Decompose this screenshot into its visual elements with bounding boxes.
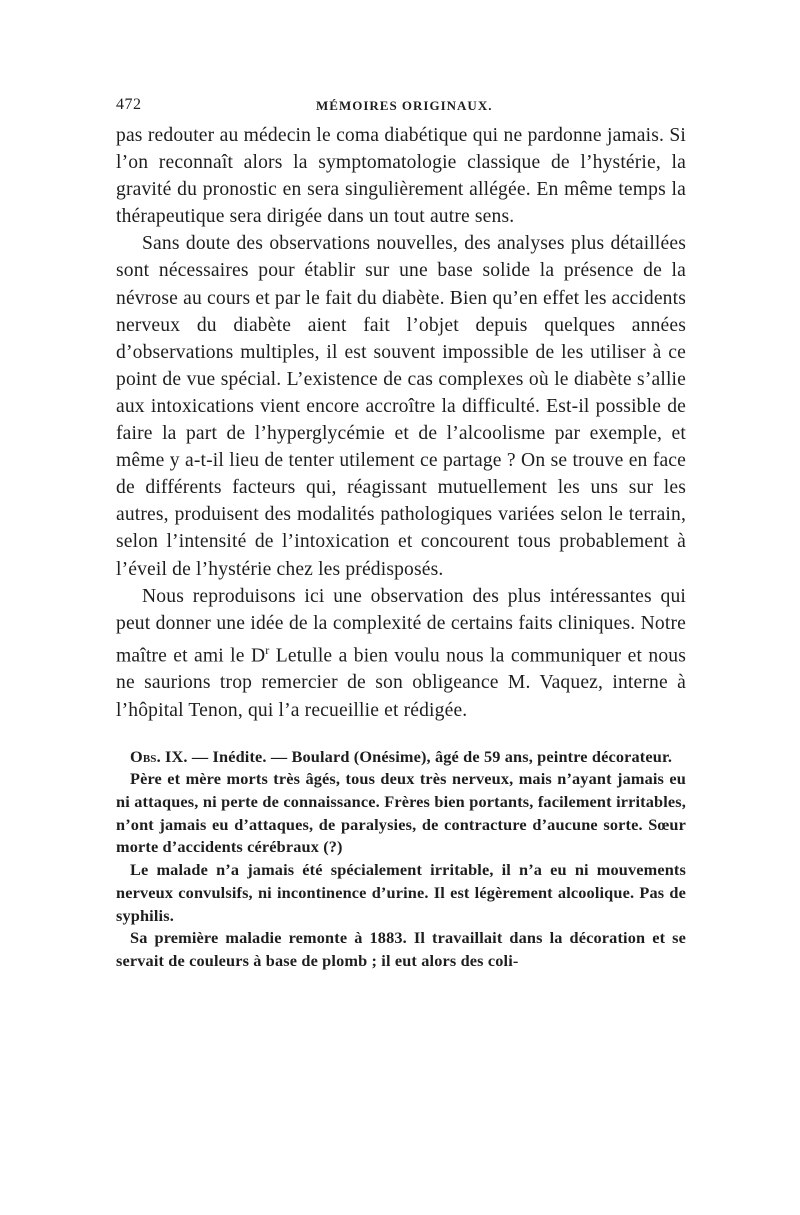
body-text — [116, 122, 686, 724]
observation-heading-text: — Inédite. — Boulard (Onésime), âgé de 59 ans, peintre décorateur. — [187, 746, 673, 766]
doctor-abbrev-superscript: r — [265, 642, 270, 657]
observation-paragraph-2: Le malade n’a jamais été spécialement irritable, il n’a eu ni mouvements nerveux convulsifs, ni incontinence d’urine. Il est légèrement alcoolique. Pas de syphilis. — [116, 860, 686, 925]
observation-paragraph-1: Père et mère morts très âgés, tous deux très nerveux, mais n’ayant jamais eu ni attaques, ni perte de connaissance. Frères bien portants, facilement irritables, n’ont jamais eu d’attaques, de paralysies, de contracture d’aucune sorte. Sœur morte d’accidents cérébraux (?) — [116, 769, 686, 857]
paragraph-2: Sans doute des observations nouvelles, des analyses plus détaillées sont nécessaires pour établir sur une base solide la présence de la névrose au cours et par le fait du diabète. Bien qu’en effet les accidents nerveux du diabète aient fait l’objet depuis quelques années d’observations multiples, il est souvent impossible de les utiliser à ce point de vue spécial. L’existence de cas complexes où le diabète s’allie aux intoxications vient encore accroître la difficulté. Est-il possible de faire la part de l’hyperglycémie et de l’alcoolisme par exemple, et même y a-t-il lieu de tenter utilement ce partage ? On se trouve en face de différents facteurs qui, réagissant mutuellement les uns sur les autres, produisent des modalités pathologiques variées selon le terrain, selon l’intensité de l’intoxication et concourent tous probablement à l’éveil de l’hystérie chez les prédisposés. — [116, 233, 686, 580]
observation-paragraph-3: Sa première maladie remonte à 1883. Il travaillait dans la décoration et se servait de couleurs à base de plomb ; il eut alors des coli- — [116, 928, 686, 970]
paragraph-3-end: Letulle a bien voulu nous la communiquer et nous ne saurions trop remercier de son obligeance M. Vaquez, interne à l’hôpital Tenon, qui l’a recueillie et rédigée. — [116, 645, 686, 721]
observation-label: Obs. IX. — [130, 746, 188, 766]
page-number: 472 — [116, 96, 142, 113]
paragraph-3-start: Nous reproduisons ici une observation des plus intéressantes qui peut donner une idée de la complexité de certains faits cliniques. Notre maître et ami le D — [116, 585, 686, 667]
observation-heading — [116, 746, 686, 769]
paragraph-3 — [116, 583, 686, 724]
running-head — [116, 96, 686, 122]
paragraph-1: pas redouter au médecin le coma diabétique qui ne pardonne jamais. Si l’on reconnaît alors la symptomatologie classique de l’hystérie, la gravité du pronostic en sera singulièrement allégée. En même temps la thérapeutique sera dirigée dans un tout autre sens. — [116, 125, 686, 228]
observation-block — [116, 746, 686, 973]
book-page — [116, 96, 686, 973]
running-title: MÉMOIRES ORIGINAUX. — [316, 98, 493, 113]
